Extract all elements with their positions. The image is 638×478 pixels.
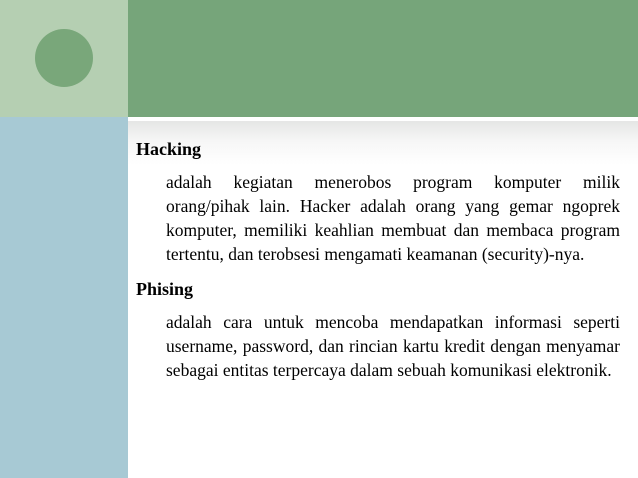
section-title: Hacking [136, 139, 202, 159]
section-phising [136, 278, 620, 382]
slide-content [136, 138, 620, 382]
section-body: adalah kegiatan menerobos program komputer milik orang/pihak lain. Hacker adalah orang yang gemar ngoprek komputer, memiliki keahlian membuat dan membaca program tertentu, dan terobsesi mengamati keamanan (security)-nya. [166, 172, 620, 264]
sidebar-bottom-panel [0, 117, 128, 478]
decorative-circle [35, 29, 93, 87]
section-body: adalah cara untuk mencoba mendapatkan informasi seperti username, password, dan rincian kartu kredit dengan menyamar sebagai entitas terpercaya dalam sebuah komunikasi elektronik. [166, 312, 620, 380]
section-title: Phising [136, 279, 194, 299]
section-hacking [136, 138, 620, 266]
header-banner [128, 0, 638, 117]
